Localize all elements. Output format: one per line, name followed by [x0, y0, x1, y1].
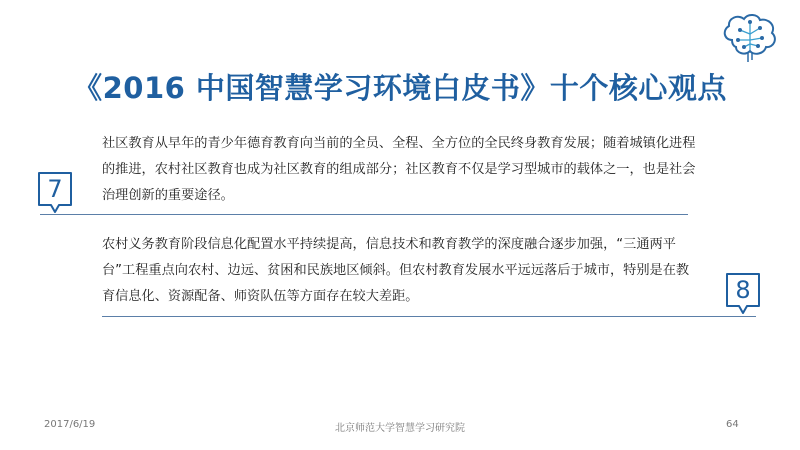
- point-number-badge: [724, 272, 762, 316]
- footer-date: 2017/6/19: [44, 419, 96, 430]
- point-number: 7: [47, 175, 63, 203]
- divider-line: [40, 214, 688, 215]
- footer-page-number: 64: [726, 419, 739, 430]
- slide-title: 《2016 中国智慧学习环境白皮书》十个核心观点: [73, 71, 727, 105]
- point-number-badge: [36, 171, 74, 215]
- footer-organization: 北京师范大学智慧学习研究院: [335, 423, 465, 434]
- brain-circuit-logo-icon: [718, 10, 782, 68]
- divider-line: [102, 316, 756, 317]
- point-text: 社区教育从早年的青少年德育教育向当前的全员、全程、全方位的全民终身教育发展；随着城镇化进程的推进，农村社区教育也成为社区教育的组成部分；社区教育不仅是学习型城市的载体之一，也是社会治理创新的重要途径。: [102, 136, 696, 203]
- point-text: 农村义务教育阶段信息化配置水平持续提高，信息技术和教育教学的深度融合逐步加强，“三通两平台”工程重点向农村、边远、贫困和民族地区倾斜。但农村教育发展水平远远落后于城市，特别是在教育信息化、资源配备、师资队伍等方面存在较大差距。: [102, 237, 690, 304]
- point-number: 8: [735, 276, 751, 304]
